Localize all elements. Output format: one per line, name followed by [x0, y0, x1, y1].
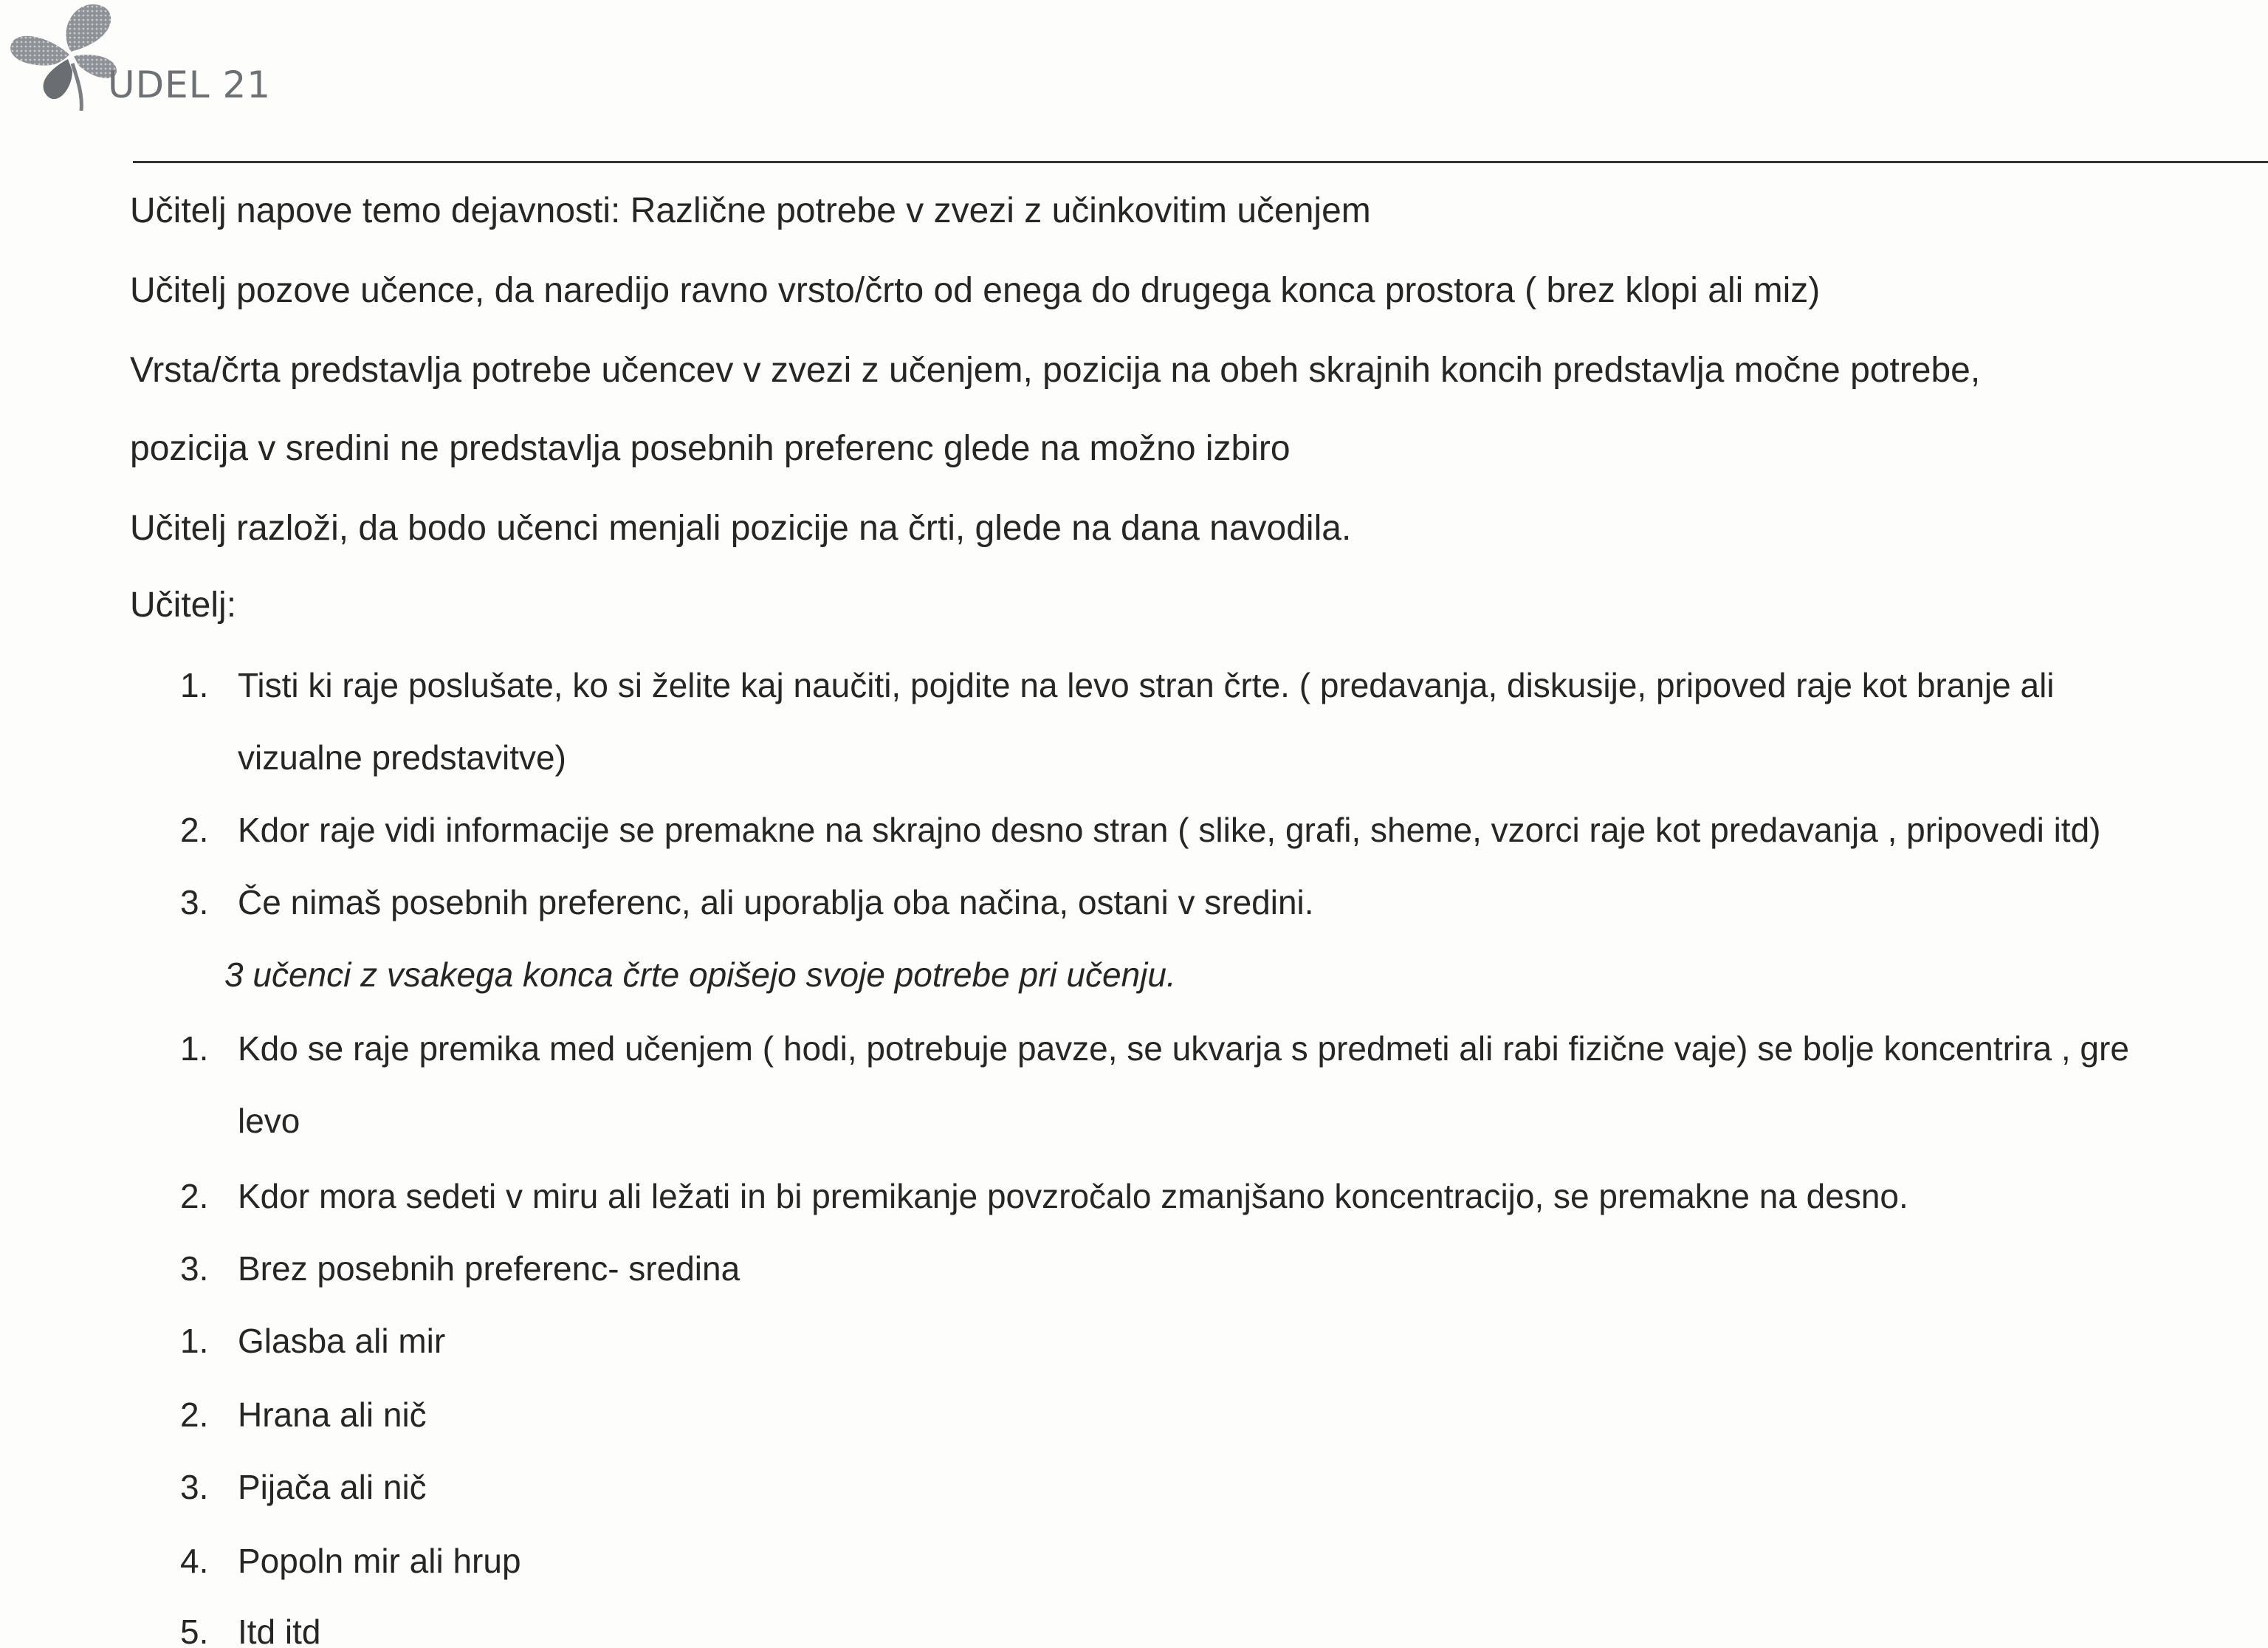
list-item-text: Če nimaš posebnih preferenc, ali uporablja oba načina, ostani v sredini. [238, 883, 1314, 921]
logo-text: UDEL 21 [108, 63, 272, 106]
list-item-text: vizualne predstavitve) [238, 738, 566, 777]
list-item-text: Itd itd [238, 1613, 321, 1648]
list-item-number: 5. [180, 1613, 209, 1648]
paragraph: Učitelj pozove učence, da naredijo ravno vrsto/črto od enega do drugega konca prostora ( brez klopi ali miz) [130, 271, 1821, 310]
list-item-number: 2. [180, 1177, 209, 1215]
list-item-number: 3. [180, 1249, 209, 1288]
list-item-number: 2. [180, 811, 209, 849]
list-item-number: 1. [180, 1029, 209, 1068]
paragraph: Učitelj: [130, 586, 237, 625]
list-item-number: 1. [180, 666, 209, 704]
list-item-number: 1. [180, 1322, 209, 1360]
list-item-text: Kdo se raje premika med učenjem ( hodi, potrebuje pavze, se ukvarja s predmeti ali rabi fizične vaje) se bolje koncentrira , gre [238, 1029, 2129, 1068]
list-item-text: Tisti ki raje poslušate, ko si želite kaj naučiti, pojdite na levo stran črte. ( predavanja, diskusije, pripoved raje kot branje ali [238, 666, 2055, 704]
list-item-text: levo [238, 1102, 300, 1140]
list-item-text: Popoln mir ali hrup [238, 1542, 521, 1580]
paragraph: Učitelj razloži, da bodo učenci menjali pozicije na črti, glede na dana navodila. [130, 509, 1352, 548]
paragraph: Učitelj napove temo dejavnosti: Različne potrebe v zvezi z učinkovitim učenjem [130, 191, 1371, 230]
list-item-text: Brez posebnih preferenc- sredina [238, 1249, 740, 1288]
list-item-number: 4. [180, 1542, 209, 1580]
list-item-text: Hrana ali nič [238, 1395, 427, 1434]
list-item-number: 2. [180, 1395, 209, 1434]
paragraph: Vrsta/črta predstavlja potrebe učencev v zvezi z učenjem, pozicija na obeh skrajnih koncih predstavlja močne potrebe, [130, 351, 1981, 390]
list-item-number: 3. [180, 883, 209, 921]
note-text: 3 učenci z vsakega konca črte opišejo svoje potrebe pri učenju. [224, 955, 1176, 994]
list-item-text: Glasba ali mir [238, 1322, 446, 1360]
paragraph: pozicija v sredini ne predstavlja posebnih preferenc glede na možno izbiro [130, 429, 1291, 468]
list-item-number: 3. [180, 1468, 209, 1506]
list-item-text: Kdor mora sedeti v miru ali ležati in bi premikanje povzročalo zmanjšano koncentracijo, se premakne na desno. [238, 1177, 1908, 1215]
list-item-text: Pijača ali nič [238, 1468, 427, 1506]
list-item-text: Kdor raje vidi informacije se premakne na skrajno desno stran ( slike, grafi, sheme, vzorci raje kot predavanja , pripovedi itd) [238, 811, 2101, 849]
